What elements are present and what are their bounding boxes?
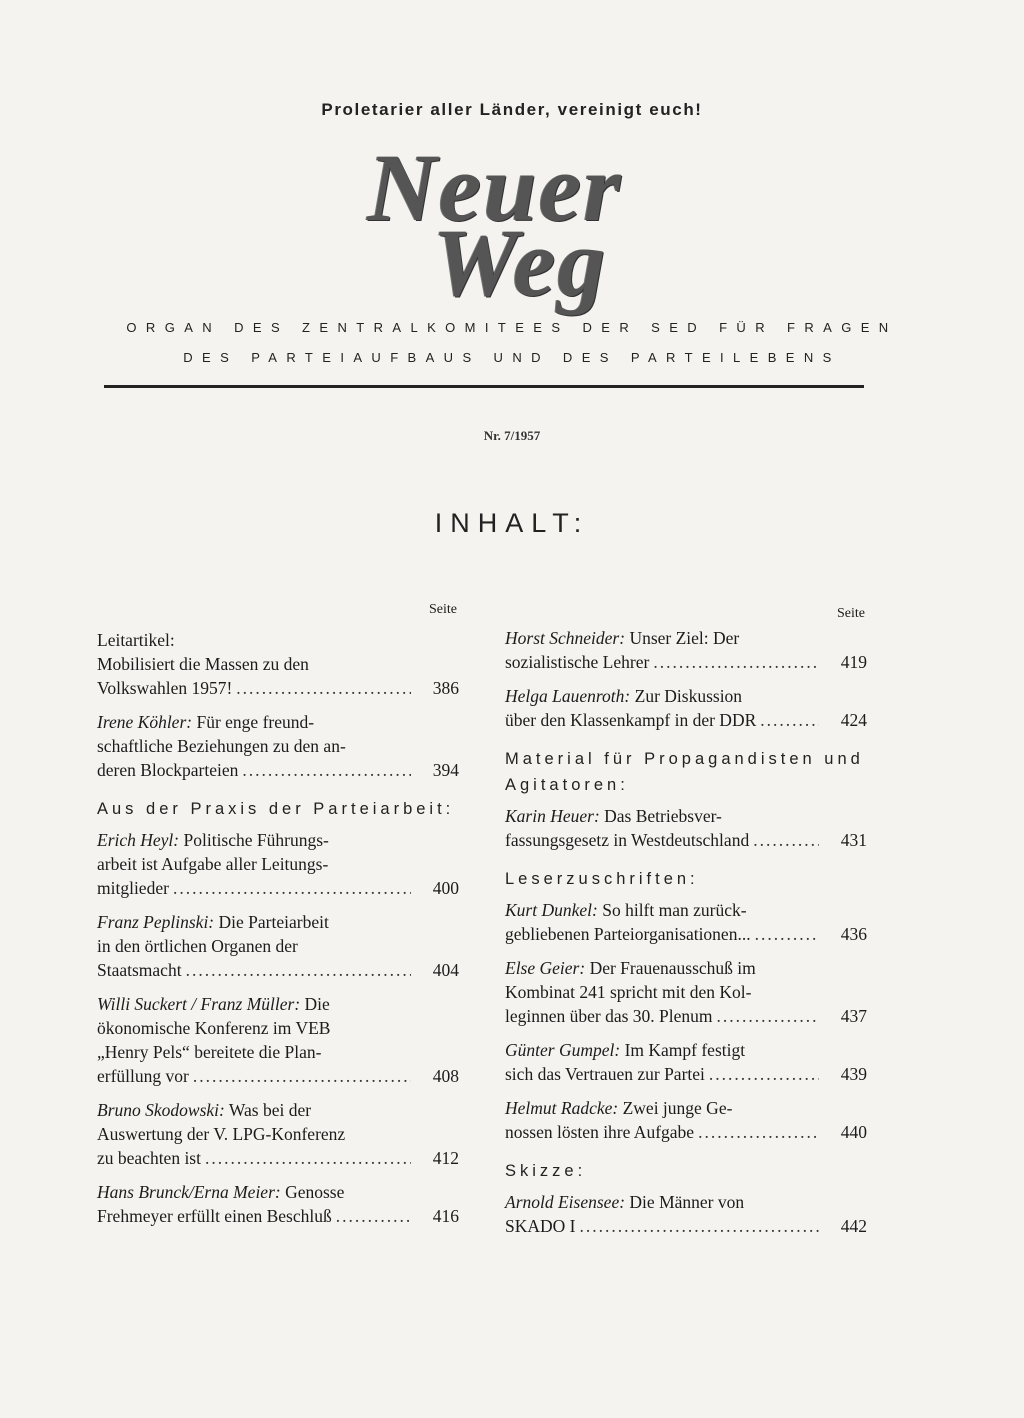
entry-title-end: deren Blockparteien [97, 760, 239, 780]
toc-entry[interactable] [97, 1098, 459, 1170]
leader-dots [717, 1004, 819, 1028]
page-column-label: Seite [837, 606, 865, 621]
entry-title-end: nossen lösten ihre Aufgabe [505, 1122, 695, 1142]
entry-last-line [97, 876, 459, 900]
entry-title-line: Leitartikel: [97, 630, 175, 650]
entry-title-line: schaftliche Beziehungen zu den an- [97, 736, 346, 756]
entry-line [505, 1038, 867, 1062]
contents-title: INHALT: [434, 508, 590, 538]
entry-line [97, 828, 459, 852]
page-number: 436 [840, 924, 867, 944]
page-number: 386 [432, 678, 459, 698]
entry-title-line: Kombinat 241 spricht mit den Kol- [505, 982, 752, 1002]
entry-title-line: in den örtlichen Organen der [97, 936, 298, 956]
leader-dots [760, 708, 819, 732]
entry-title-line: Die [304, 994, 330, 1014]
toc-entry[interactable] [97, 1180, 459, 1228]
entry-last-line [97, 758, 459, 782]
entry-line [505, 956, 867, 980]
entry-line [97, 910, 459, 934]
entry-title-end: Volkswahlen 1957! [97, 678, 233, 698]
entry-title-end: sozialistische Lehrer [505, 652, 650, 672]
entry-last-line [505, 1120, 867, 1144]
entry-line [97, 1098, 459, 1122]
entry-author: Hans Brunck/Erna Meier: [97, 1182, 281, 1202]
leader-dots [580, 1214, 820, 1238]
toc-entry[interactable] [505, 626, 867, 674]
entry-last-line [505, 1004, 867, 1028]
leader-dots [173, 876, 411, 900]
entry-text [505, 1190, 867, 1238]
entry-author: Günter Gumpel: [505, 1040, 621, 1060]
section-heading: Skizze: [505, 1162, 587, 1180]
entry-last-line [97, 1146, 459, 1170]
entry-author: Irene Köhler: [97, 712, 193, 732]
entry-title-end: zu beachten ist [97, 1148, 201, 1168]
masthead-motto: Proletarier aller Länder, vereinigt euch! [321, 100, 703, 119]
entry-author: Helmut Radcke: [505, 1098, 619, 1118]
page-number: 431 [840, 830, 867, 850]
toc-entry[interactable] [505, 804, 867, 852]
page-number: 442 [840, 1216, 867, 1236]
entry-title-line: Zur Diskussion [634, 686, 743, 706]
entry-title-line: Politische Führungs- [183, 830, 329, 850]
entry-line [97, 852, 459, 876]
contents-right-column [505, 602, 867, 1248]
page-number: 404 [432, 960, 459, 980]
entry-line [505, 684, 867, 708]
entry-title-line: Im Kampf festigt [624, 1040, 746, 1060]
toc-entry[interactable] [97, 910, 459, 982]
entry-text [97, 828, 459, 900]
toc-entry[interactable] [97, 628, 459, 700]
entry-text [505, 684, 867, 732]
leader-dots [753, 828, 819, 852]
entry-title-line: Mobilisiert die Massen zu den [97, 654, 309, 674]
page-number: 408 [432, 1066, 459, 1086]
entry-text [505, 956, 867, 1028]
entry-line [97, 934, 459, 958]
page-number: 439 [840, 1064, 867, 1084]
leader-dots [186, 958, 411, 982]
leader-dots [236, 676, 411, 700]
entry-line [505, 626, 867, 650]
page-number: 394 [432, 760, 459, 780]
entry-text [505, 898, 867, 946]
entry-title-end: leginnen über das 30. Plenum [505, 1006, 713, 1026]
entry-line [97, 1040, 459, 1064]
entry-line [97, 1016, 459, 1040]
entry-text [97, 910, 459, 982]
entry-author: Helga Lauenroth: [505, 686, 631, 706]
page-number: 419 [840, 652, 867, 672]
entry-line [505, 804, 867, 828]
masthead-rule [104, 385, 864, 388]
leader-dots [193, 1064, 411, 1088]
toc-entry[interactable] [505, 956, 867, 1028]
entry-title-end: über den Klassenkampf in der DDR [505, 710, 757, 730]
leader-dots [709, 1062, 819, 1086]
page-number: 424 [840, 710, 867, 730]
entry-line [97, 652, 459, 676]
entry-text [97, 1098, 459, 1170]
toc-entry[interactable] [505, 898, 867, 946]
entry-title-end: mitglieder [97, 878, 169, 898]
entry-title-end: sich das Vertrauen zur Partei [505, 1064, 705, 1084]
page-number: 440 [840, 1122, 867, 1142]
entry-text [97, 1180, 459, 1228]
entry-last-line [97, 676, 459, 700]
entry-line [97, 1180, 459, 1204]
leader-dots [336, 1204, 411, 1228]
entry-title-line: „Henry Pels“ bereitete die Plan- [97, 1042, 322, 1062]
entry-author: Karin Heuer: [505, 806, 600, 826]
entry-author: Horst Schneider: [505, 628, 626, 648]
entry-title-line: Für enge freund- [196, 712, 315, 732]
entry-title-end: gebliebenen Parteiorganisationen... [505, 924, 751, 944]
logo-weg: Weg [432, 209, 608, 316]
entry-text [505, 1096, 867, 1144]
page-number: 400 [432, 878, 459, 898]
leader-dots [653, 650, 819, 674]
entry-line [505, 898, 867, 922]
entry-author: Else Geier: [505, 958, 586, 978]
page-column-label: Seite [429, 602, 457, 617]
entry-last-line [505, 1062, 867, 1086]
entry-author: Bruno Skodowski: [97, 1100, 225, 1120]
page-number: 416 [432, 1206, 459, 1226]
entry-last-line [97, 1064, 459, 1088]
entry-title-end: fassungsgesetz in Westdeutschland [505, 830, 750, 850]
section-heading: Material für Propagandisten und Agitatoren: [505, 750, 864, 794]
entry-title-line: Die Parteiarbeit [218, 912, 329, 932]
page-number: 437 [840, 1006, 867, 1026]
entry-title-line: Das Betriebsver- [604, 806, 722, 826]
organ-line-2: DES PARTEIAUFBAUS UND DES PARTEILEBENS [183, 350, 841, 365]
entry-author: Franz Peplinski: [97, 912, 215, 932]
entry-title-end: erfüllung vor [97, 1066, 189, 1086]
entry-line [97, 992, 459, 1016]
entry-title-line: Die Männer von [629, 1192, 745, 1212]
entry-line [505, 1096, 867, 1120]
entry-title-line: ökonomische Konferenz im VEB [97, 1018, 331, 1038]
toc-entry[interactable] [505, 684, 867, 732]
toc-entry[interactable] [97, 710, 459, 782]
toc-entry[interactable] [505, 1190, 867, 1238]
entry-author: Erich Heyl: [97, 830, 180, 850]
entry-author: Willi Suckert / Franz Müller: [97, 994, 301, 1014]
entry-text [97, 628, 459, 700]
entry-title-end: Frehmeyer erfüllt einen Beschluß [97, 1206, 332, 1226]
issue-number: Nr. 7/1957 [483, 428, 541, 443]
toc-entry[interactable] [97, 992, 459, 1088]
entry-last-line [97, 958, 459, 982]
entry-text [97, 710, 459, 782]
leader-dots [698, 1120, 819, 1144]
leader-dots [755, 922, 819, 946]
toc-entry[interactable] [505, 1096, 867, 1144]
entry-last-line [505, 650, 867, 674]
toc-entry[interactable] [505, 1038, 867, 1086]
entry-title-line: Zwei junge Ge- [622, 1098, 733, 1118]
entry-last-line [97, 1204, 459, 1228]
entry-text [505, 804, 867, 852]
leader-dots [205, 1146, 411, 1170]
entry-last-line [505, 708, 867, 732]
section-heading: Aus der Praxis der Parteiarbeit: [97, 800, 455, 818]
entry-line [505, 980, 867, 1004]
entry-title-line: Genosse [285, 1182, 345, 1202]
entry-title-line: Der Frauenausschuß im [589, 958, 756, 978]
logo-neuer: Neuer [367, 134, 623, 241]
entry-last-line [505, 922, 867, 946]
entry-line [505, 1190, 867, 1214]
leader-dots [242, 758, 411, 782]
entry-title-end: Staatsmacht [97, 960, 182, 980]
entry-text [97, 992, 459, 1088]
entry-author: Kurt Dunkel: [505, 900, 598, 920]
entry-text [505, 1038, 867, 1086]
entry-title-line: arbeit ist Aufgabe aller Leitungs- [97, 854, 329, 874]
page-number: 412 [432, 1148, 459, 1168]
organ-line-1: ORGAN DES ZENTRALKOMITEES DER SED FÜR FRAGEN [126, 320, 898, 335]
entry-line [97, 734, 459, 758]
section-heading: Leserzuschriften: [505, 870, 699, 888]
entry-line [97, 1122, 459, 1146]
entry-title-end: SKADO I [505, 1216, 576, 1236]
toc-entry[interactable] [97, 828, 459, 900]
entry-line [97, 710, 459, 734]
contents-left-column [97, 598, 459, 1238]
entry-title-line: Was bei der [228, 1100, 312, 1120]
entry-title-line: Auswertung der V. LPG-Konferenz [97, 1124, 346, 1144]
entry-text [505, 626, 867, 674]
entry-last-line [505, 828, 867, 852]
entry-title-line: Unser Ziel: Der [629, 628, 740, 648]
entry-line [97, 628, 459, 652]
entry-last-line [505, 1214, 867, 1238]
entry-title-line: So hilft man zurück- [602, 900, 747, 920]
entry-author: Arnold Eisensee: [505, 1192, 626, 1212]
